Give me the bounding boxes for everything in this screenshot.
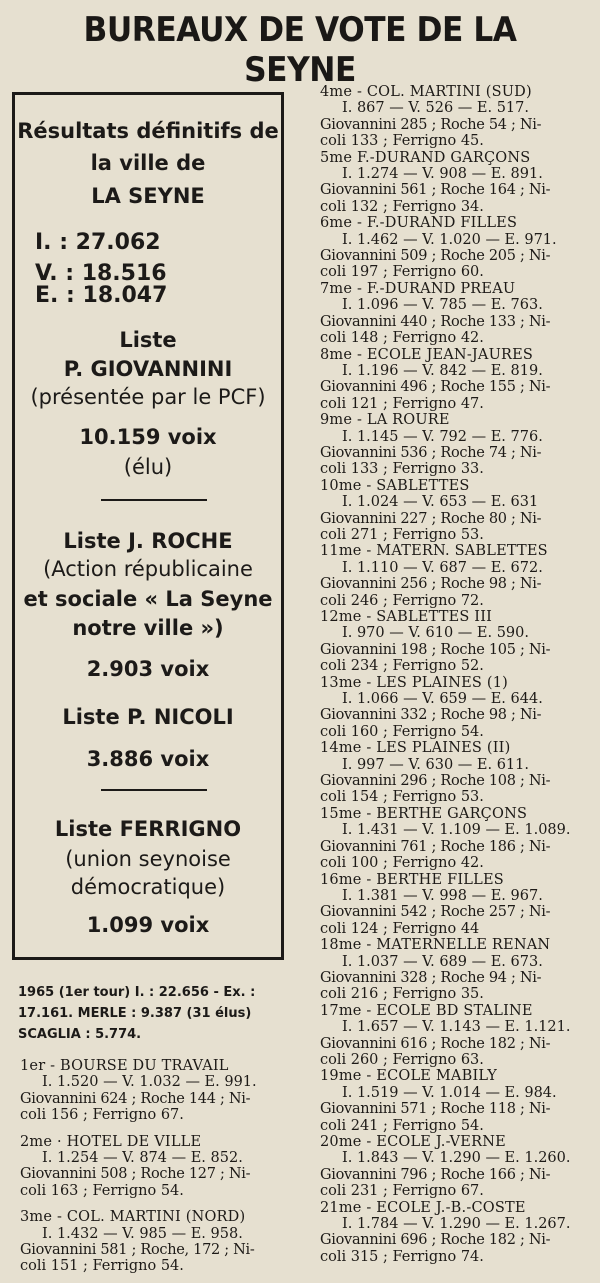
bureau-header: 21me - ECOLE J.-B.-COSTE xyxy=(320,1199,526,1216)
bureau-votes-line: coli 197 ; Ferrigno 60. xyxy=(320,264,484,281)
stat-inscrits: I. : 27.062 xyxy=(35,230,161,255)
bureau-stats: I. 1.784 — V. 1.290 — E. 1.267. xyxy=(342,1216,571,1233)
stat-votants: V. : 18.516 xyxy=(35,261,167,286)
bureau-votes-line: coli 241 ; Ferrigno 54. xyxy=(320,1117,484,1134)
box-title-line-3: LA SEYNE xyxy=(91,184,205,208)
bureau-votes-line: coli 234 ; Ferrigno 52. xyxy=(320,658,484,675)
bureau-header: 1er - BOURSE DU TRAVAIL xyxy=(20,1058,229,1074)
bureau-votes-line: coli 163 ; Ferrigno 54. xyxy=(20,1182,184,1199)
ferrigno-desc-1: (union seynoise xyxy=(65,847,231,871)
bureau-votes-line: Giovannini 509 ; Roche 205 ; Ni- xyxy=(320,248,551,265)
bureau-header: 20me - ECOLE J.-VERNE xyxy=(320,1134,506,1150)
roche-votes: 2.903 voix xyxy=(86,657,210,681)
ferrigno-desc-2: démocratique) xyxy=(70,875,226,899)
giovannini-votes: 10.159 voix xyxy=(79,425,217,449)
history-line: 1965 (1er tour) I. : 22.656 - Ex. : xyxy=(18,985,256,1000)
bureau-header: 12me - SABLETTES III xyxy=(320,609,493,625)
bureau-votes-line: coli 151 ; Ferrigno 54. xyxy=(20,1258,184,1275)
bureau-votes-line: coli 216 ; Ferrigno 35. xyxy=(320,986,484,1003)
bureau-votes-line: Giovannini 332 ; Roche 98 ; Ni- xyxy=(320,707,542,724)
ferrigno-name: Liste FERRIGNO xyxy=(54,817,242,841)
bureau-votes-line: Giovannini 571 ; Roche 118 ; Ni- xyxy=(320,1101,551,1118)
bureau-votes-line: Giovannini 496 ; Roche 155 ; Ni- xyxy=(320,379,551,396)
bureau-votes-line: coli 231 ; Ferrigno 67. xyxy=(320,1183,484,1200)
bureau-votes-line: Giovannini 285 ; Roche 54 ; Ni- xyxy=(320,116,542,133)
bureau-entry xyxy=(320,84,600,150)
bureau-votes-line: Giovannini 624 ; Roche 144 ; Ni- xyxy=(20,1090,251,1107)
nicoli-votes: 3.886 voix xyxy=(86,747,210,771)
ferrigno-votes: 1.099 voix xyxy=(86,913,210,937)
bureau-stats: I. 1.037 — V. 689 — E. 673. xyxy=(342,953,543,970)
bureau-votes-line: coli 124 ; Ferrigno 44 xyxy=(320,920,480,937)
stat-label: I. xyxy=(35,230,52,255)
bureau-votes-line: Giovannini 561 ; Roche 164 ; Ni- xyxy=(320,182,551,199)
history-1965 xyxy=(18,982,298,1045)
divider xyxy=(101,789,207,791)
bureau-stats: I. 970 — V. 610 — E. 590. xyxy=(342,625,529,642)
bureau-votes-line: Giovannini 328 ; Roche 94 ; Ni- xyxy=(320,969,542,986)
bureau-votes-line: coli 246 ; Ferrigno 72. xyxy=(320,592,484,609)
giovannini-name: P. GIOVANNINI xyxy=(63,357,233,381)
stat-value: 27.062 xyxy=(75,230,161,255)
results-box xyxy=(12,92,284,960)
bureau-votes-line: Giovannini 542 ; Roche 257 ; Ni- xyxy=(320,904,551,921)
bureau-votes-line: coli 121 ; Ferrigno 47. xyxy=(320,395,484,412)
bureau-header: 14me - LES PLAINES (II) xyxy=(320,740,511,757)
bureau-header: 5me F.-DURAND GARÇONS xyxy=(320,149,531,166)
bureau-entry xyxy=(320,675,600,741)
bureau-votes-line: coli 315 ; Ferrigno 74. xyxy=(320,1248,484,1265)
bureau-entry xyxy=(320,937,600,1003)
bureau-votes-line: Giovannini 761 ; Roche 186 ; Ni- xyxy=(320,838,551,855)
box-title-line-1: Résultats définitifs de xyxy=(17,119,279,143)
bureau-votes-line: Giovannini 440 ; Roche 133 ; Ni- xyxy=(320,313,551,330)
bureau-votes-line: coli 154 ; Ferrigno 53. xyxy=(320,789,484,806)
bureau-votes-line: Giovannini 508 ; Roche 127 ; Ni- xyxy=(20,1166,251,1183)
stat-value: 18.516 xyxy=(81,261,167,286)
bureau-stats: I. 1.145 — V. 792 — E. 776. xyxy=(342,428,543,445)
bureau-votes-line: coli 156 ; Ferrigno 67. xyxy=(20,1107,184,1124)
bureau-header: 4me - COL. MARTINI (SUD) xyxy=(320,84,532,100)
bureau-entry xyxy=(320,543,600,609)
bureau-header: 13me - LES PLAINES (1) xyxy=(320,674,508,691)
bureau-header: 9me - LA ROURE xyxy=(320,412,450,429)
roche-desc-2: et sociale « La Seyne xyxy=(23,587,273,611)
divider xyxy=(101,499,207,501)
bureaux-column-right xyxy=(320,84,600,1265)
bureau-stats: I. 1.274 — V. 908 — E. 891. xyxy=(342,166,543,183)
bureau-entry xyxy=(320,215,600,281)
bureau-entry xyxy=(20,1209,300,1275)
stat-label: E. xyxy=(35,283,59,308)
nicoli-name: Liste P. NICOLI xyxy=(62,705,234,729)
bureau-entry xyxy=(320,806,600,872)
bureau-stats: I. 1.520 — V. 1.032 — E. 991. xyxy=(42,1074,257,1091)
bureau-header: 10me - SABLETTES xyxy=(320,477,470,494)
bureau-votes-line: Giovannini 616 ; Roche 182 ; Ni- xyxy=(320,1035,551,1052)
bureau-entry xyxy=(320,281,600,347)
history-line: SCAGLIA : 5.774. xyxy=(18,1027,142,1042)
bureau-votes-line: coli 133 ; Ferrigno 33. xyxy=(320,461,484,478)
bureau-entry xyxy=(320,1200,600,1266)
giovannini-desc: (présentée par le PCF) xyxy=(30,385,266,409)
bureau-votes-line: Giovannini 296 ; Roche 108 ; Ni- xyxy=(320,773,551,790)
bureau-votes-line: coli 100 ; Ferrigno 42. xyxy=(320,855,484,872)
bureau-header: 19me - ECOLE MABILY xyxy=(320,1068,498,1085)
bureau-header: 11me - MATERN. SABLETTES xyxy=(320,543,548,560)
bureau-entry xyxy=(320,872,600,938)
stat-label: V. xyxy=(35,261,58,286)
bureau-votes-line: Giovannini 256 ; Roche 98 ; Ni- xyxy=(320,576,542,593)
bureau-entry xyxy=(320,347,600,413)
bureau-votes-line: coli 148 ; Ferrigno 42. xyxy=(320,330,484,347)
bureau-votes-line: Giovannini 581 ; Roche, 172 ; Ni- xyxy=(20,1242,255,1259)
bureau-entry xyxy=(320,1003,600,1069)
bureau-header: 16me - BERTHE FILLES xyxy=(320,871,504,888)
bureau-entry xyxy=(320,150,600,216)
bureau-stats: I. 1.196 — V. 842 — E. 819. xyxy=(342,362,543,379)
bureau-stats: I. 1.462 — V. 1.020 — E. 971. xyxy=(342,231,557,248)
roche-desc-3: notre ville ») xyxy=(72,616,224,640)
bureau-stats: I. 1.431 — V. 1.109 — E. 1.089. xyxy=(342,822,571,839)
bureaux-column-left xyxy=(20,1058,300,1275)
bureau-header: 2me · HOTEL DE VILLE xyxy=(20,1133,202,1150)
bureau-header: 8me - ECOLE JEAN-JAURES xyxy=(320,346,534,363)
bureau-stats: I. 1.519 — V. 1.014 — E. 984. xyxy=(342,1084,557,1101)
bureau-stats: I. 1.096 — V. 785 — E. 763. xyxy=(342,297,543,314)
bureau-entry xyxy=(320,740,600,806)
bureau-votes-line: coli 160 ; Ferrigno 54. xyxy=(320,723,484,740)
bureau-votes-line: Giovannini 198 ; Roche 105 ; Ni- xyxy=(320,641,551,658)
headline: BUREAUX DE VOTE DE LA SEYNE xyxy=(83,10,517,90)
bureau-stats: I. 1.024 — V. 653 — E. 631 xyxy=(342,494,539,511)
bureau-header: 3me - COL. MARTINI (NORD) xyxy=(20,1209,246,1226)
bureau-stats: I. 1.657 — V. 1.143 — E. 1.121. xyxy=(342,1019,571,1036)
bureau-entry xyxy=(20,1134,300,1200)
roche-desc-1: (Action républicaine xyxy=(43,557,253,581)
bureau-votes-line: coli 132 ; Ferrigno 34. xyxy=(320,198,484,215)
bureau-stats: I. 1.381 — V. 998 — E. 967. xyxy=(342,887,543,904)
bureau-header: 18me - MATERNELLE RENAN xyxy=(320,937,551,954)
bureau-votes-line: Giovannini 796 ; Roche 166 ; Ni- xyxy=(320,1166,551,1183)
box-title-line-2: la ville de xyxy=(90,151,206,175)
stat-value: 18.047 xyxy=(82,283,168,308)
bureau-entry xyxy=(320,1068,600,1134)
bureau-votes-line: Giovannini 696 ; Roche 182 ; Ni- xyxy=(320,1232,551,1249)
bureau-votes-line: coli 133 ; Ferrigno 45. xyxy=(320,133,484,150)
bureau-entry xyxy=(320,1134,600,1200)
bureau-header: 6me - F.-DURAND FILLES xyxy=(320,215,518,232)
bureau-votes-line: Giovannini 536 ; Roche 74 ; Ni- xyxy=(320,444,542,461)
bureau-entry xyxy=(320,412,600,478)
bureau-header: 15me - BERTHE GARÇONS xyxy=(320,805,528,822)
bureau-votes-line: coli 271 ; Ferrigno 53. xyxy=(320,526,484,543)
bureau-votes-line: coli 260 ; Ferrigno 63. xyxy=(320,1051,484,1068)
bureau-entry xyxy=(320,478,600,544)
giovannini-elected-note: (élu) xyxy=(123,455,173,479)
bureau-stats: I. 997 — V. 630 — E. 611. xyxy=(342,756,529,773)
bureau-entry xyxy=(320,609,600,675)
bureau-entry xyxy=(20,1058,300,1124)
bureau-header: 17me - ECOLE BD STALINE xyxy=(320,1002,533,1019)
history-line: 17.161. MERLE : 9.387 (31 élus) xyxy=(18,1006,252,1021)
bureau-stats: I. 1.432 — V. 985 — E. 958. xyxy=(42,1225,243,1242)
roche-name: Liste J. ROCHE xyxy=(63,529,233,553)
bureau-stats: I. 1.254 — V. 874 — E. 852. xyxy=(42,1150,243,1167)
giovannini-list-label: Liste xyxy=(119,328,177,352)
bureau-stats: I. 1.110 — V. 687 — E. 672. xyxy=(342,559,543,576)
bureau-stats: I. 1.066 — V. 659 — E. 644. xyxy=(342,691,543,708)
bureau-votes-line: Giovannini 227 ; Roche 80 ; Ni- xyxy=(320,510,542,527)
bureau-stats: I. 867 — V. 526 — E. 517. xyxy=(342,100,529,117)
stat-exprimes: E. : 18.047 xyxy=(35,283,168,308)
bureau-stats: I. 1.843 — V. 1.290 — E. 1.260. xyxy=(342,1150,571,1167)
bureau-header: 7me - F.-DURAND PREAU xyxy=(320,280,516,297)
